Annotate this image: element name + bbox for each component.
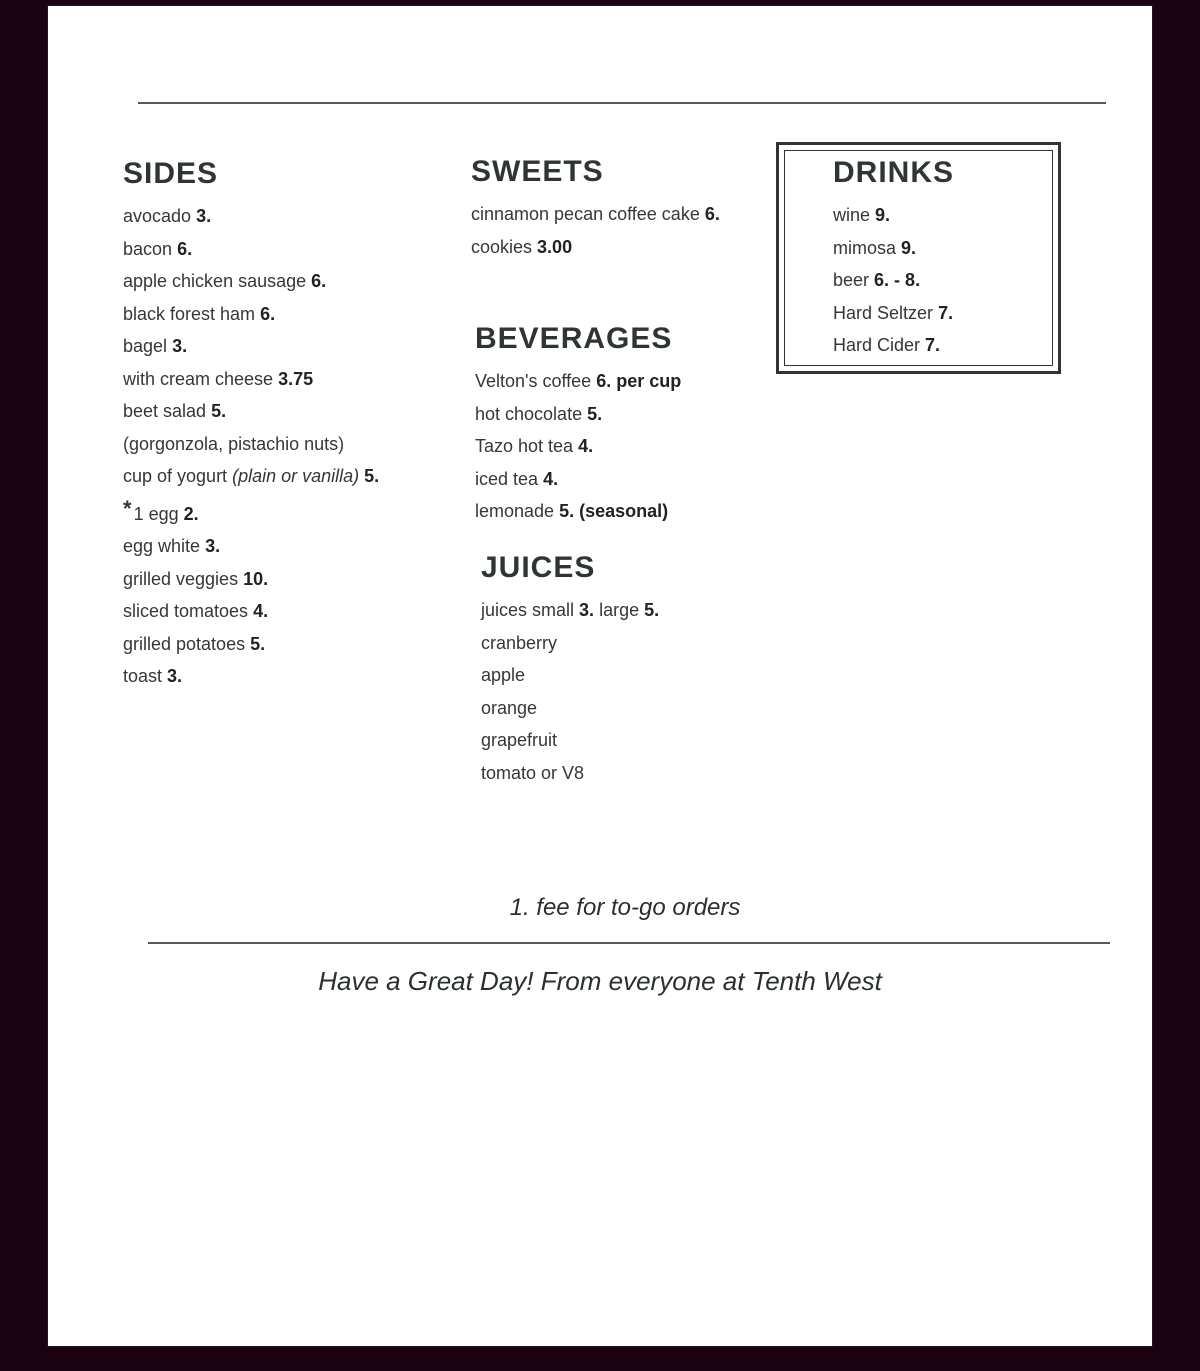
- footnote-text: 1. fee for to-go orders: [509, 894, 741, 921]
- sweets-section: [471, 152, 720, 263]
- item-name: Hard Seltzer: [833, 302, 934, 323]
- menu-item: [123, 628, 379, 661]
- juices-heading: JUICES: [481, 551, 596, 584]
- item-name: 1 egg: [133, 503, 179, 524]
- menu-item: [123, 460, 379, 493]
- item-price: 6.: [177, 238, 193, 259]
- menu-item: [123, 298, 379, 331]
- menu-item: [123, 563, 379, 596]
- item-price: 4.: [543, 468, 559, 489]
- menu-item: [833, 329, 954, 362]
- item-price-secondary: 5.: [644, 600, 660, 620]
- item-name: (gorgonzola, pistachio nuts): [123, 433, 345, 454]
- menu-page: [48, 6, 1152, 1346]
- item-name: grapefruit: [481, 730, 558, 750]
- menu-item: [123, 265, 379, 298]
- menu-item: [123, 493, 379, 531]
- drinks-heading: DRINKS: [833, 156, 955, 189]
- item-name: avocado: [123, 206, 192, 226]
- item-name: wine: [833, 205, 871, 225]
- item-name: grilled potatoes: [123, 633, 246, 654]
- item-name: Hard Cider: [833, 335, 921, 355]
- item-name: mimosa: [833, 237, 897, 258]
- menu-item: [833, 297, 954, 330]
- item-name: bacon: [123, 238, 173, 259]
- beverages-heading: BEVERAGES: [475, 322, 673, 355]
- item-price: 3.00: [537, 236, 573, 257]
- item-price: 5.: [587, 403, 603, 424]
- item-name-secondary: large: [599, 600, 640, 620]
- item-name: cup of yogurt: [123, 466, 228, 486]
- item-name: cranberry: [481, 632, 558, 653]
- menu-item: [471, 198, 720, 231]
- menu-item: [475, 463, 681, 496]
- item-price: 9.: [901, 237, 917, 258]
- juices-list: [481, 594, 659, 789]
- item-name: black forest ham: [123, 303, 256, 324]
- menu-item: [123, 595, 379, 628]
- item-name: cookies: [471, 236, 533, 257]
- footnote: [48, 894, 1152, 922]
- juices-section: [481, 548, 659, 789]
- menu-item: [833, 264, 954, 297]
- item-name: Velton's coffee: [475, 371, 592, 391]
- item-price: 2.: [183, 503, 199, 524]
- sweets-list: [471, 198, 720, 263]
- drinks-list: [833, 199, 954, 362]
- item-name: lemonade: [475, 501, 555, 521]
- menu-item: [481, 594, 659, 627]
- menu-item: [123, 233, 379, 266]
- sweets-heading: SWEETS: [471, 155, 604, 188]
- item-name: egg white: [123, 536, 201, 556]
- menu-item: [471, 231, 720, 264]
- item-name: beer: [833, 270, 870, 290]
- item-extra: (seasonal): [579, 501, 669, 521]
- item-name: juices small: [481, 600, 575, 620]
- item-price: 4.: [578, 436, 594, 456]
- menu-item: [833, 232, 954, 265]
- item-price: 6.: [596, 371, 612, 391]
- closing-message: Have a Great Day! From everyone at Tenth West: [318, 966, 882, 996]
- drinks-section: [833, 153, 954, 362]
- item-price: 3.: [172, 336, 188, 356]
- item-name: iced tea: [475, 468, 539, 489]
- bottom-divider: [148, 942, 1110, 944]
- menu-item: [481, 757, 659, 790]
- item-name: with cream cheese: [123, 368, 274, 389]
- item-price: 5.: [559, 501, 575, 521]
- item-name: orange: [481, 697, 538, 718]
- menu-item: [481, 659, 659, 692]
- item-name: Tazo hot tea: [475, 436, 574, 456]
- menu-item: [833, 199, 954, 232]
- menu-item: [123, 330, 379, 363]
- item-price: 3.: [196, 206, 212, 226]
- item-price: 7.: [925, 335, 941, 355]
- item-price: 9.: [875, 205, 891, 225]
- item-price: 6.: [260, 303, 276, 324]
- item-price: 3.75: [278, 368, 314, 389]
- menu-item: [475, 495, 681, 528]
- item-price: 10.: [243, 568, 269, 589]
- item-name: apple: [481, 665, 526, 685]
- menu-item: [123, 428, 379, 461]
- item-name: grilled veggies: [123, 568, 239, 589]
- sides-section: [123, 154, 379, 693]
- item-name: hot chocolate: [475, 403, 583, 424]
- menu-item: [123, 395, 379, 428]
- item-price: 6.: [704, 204, 720, 224]
- item-price: 6. - 8.: [874, 270, 921, 290]
- menu-item: [481, 692, 659, 725]
- item-price: 3.: [205, 536, 221, 556]
- sides-list: [123, 200, 379, 693]
- item-name: apple chicken sausage: [123, 271, 307, 291]
- sides-heading: SIDES: [123, 157, 219, 190]
- item-price: 7.: [938, 302, 954, 323]
- item-name: bagel: [123, 336, 168, 356]
- item-note: (plain or vanilla): [232, 466, 360, 486]
- item-name: tomato or V8: [481, 762, 585, 783]
- beverages-list: [475, 365, 681, 528]
- item-name: sliced tomatoes: [123, 601, 249, 621]
- menu-item: [475, 430, 681, 463]
- menu-item: [475, 398, 681, 431]
- item-price: 3.: [167, 666, 183, 686]
- menu-item: [123, 363, 379, 396]
- menu-item: [481, 724, 659, 757]
- item-price: 5.: [211, 401, 227, 421]
- item-price: 3.: [579, 600, 595, 620]
- item-extra: per cup: [616, 371, 682, 391]
- item-price: 5.: [250, 633, 266, 654]
- item-name: toast: [123, 666, 163, 686]
- item-price: 4.: [253, 601, 269, 621]
- menu-item: [481, 627, 659, 660]
- item-price: 6.: [311, 271, 327, 291]
- beverages-section: [475, 319, 681, 528]
- menu-item: [123, 660, 379, 693]
- asterisk-mark: *: [123, 495, 132, 521]
- menu-item: [123, 200, 379, 233]
- item-name: beet salad: [123, 401, 207, 421]
- drinks-box: [776, 142, 1061, 374]
- item-price: 5.: [364, 466, 380, 486]
- top-divider: [138, 102, 1106, 104]
- menu-item: [475, 365, 681, 398]
- menu-item: [123, 530, 379, 563]
- item-name: cinnamon pecan coffee cake: [471, 204, 700, 224]
